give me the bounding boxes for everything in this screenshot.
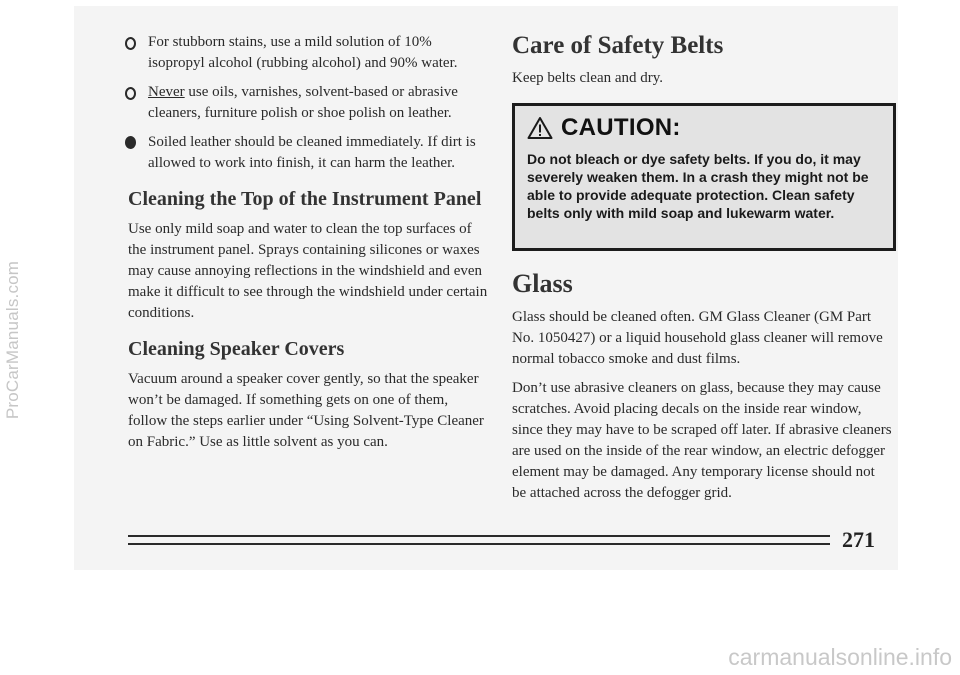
caution-text: Do not bleach or dye safety belts. If you do, it may severely weaken them. In a crash they might not be able to provide adequate protection. Clean safety belts only with mild soap and lukewarm water. bbox=[527, 151, 869, 221]
bullet-item bbox=[128, 132, 488, 174]
footer-rule bbox=[128, 535, 830, 547]
bullet-icon bbox=[125, 87, 136, 100]
bullet-text: Soiled leather should be cleaned immediately. If dirt is allowed to work into finish, it can harm the leather. bbox=[148, 134, 476, 171]
section-heading-safety-belts: Care of Safety Belts bbox=[512, 32, 724, 59]
caution-header bbox=[527, 114, 883, 142]
right-column bbox=[512, 32, 892, 512]
bullet-icon bbox=[125, 136, 136, 149]
section-heading-speaker-covers: Cleaning Speaker Covers bbox=[128, 338, 345, 360]
section-body-safety-belts: Keep belts clean and dry. bbox=[512, 70, 664, 86]
section-body-instrument-panel: Use only mild soap and water to clean the top surfaces of the instrument panel. Sprays containing silicones or waxes may cause annoying reflections in the windshield and even make it difficult to see through the windshield under certain conditions. bbox=[128, 221, 488, 321]
bottom-watermark: carmanualsonline.info bbox=[728, 644, 952, 670]
left-column bbox=[128, 32, 488, 461]
side-watermark bbox=[2, 70, 24, 610]
bullet-text: For stubborn stains, use a mild solution of 10% isopropyl alcohol (rubbing alcohol) and 90% water. bbox=[148, 34, 458, 71]
section-heading-glass: Glass bbox=[512, 269, 573, 298]
bullet-text-rest: use oils, varnishes, solvent-based or abrasive cleaners, furniture polish or shoe polish on leather. bbox=[148, 84, 458, 121]
footer-rule-top bbox=[128, 535, 830, 537]
page-number: 271 bbox=[842, 527, 875, 552]
section-body-glass-1: Glass should be cleaned often. GM Glass Cleaner (GM Part No. 1050427) or a liquid household glass cleaner will remove normal tobacco smoke and dust films. bbox=[512, 309, 883, 367]
side-watermark-text: ProCarManuals.com bbox=[3, 260, 22, 420]
bullet-item bbox=[128, 32, 488, 74]
bullet-item bbox=[128, 82, 488, 124]
section-body-speaker-covers: Vacuum around a speaker cover gently, so that the speaker won’t be damaged. If something gets on one of them, follow the steps earlier under “Using Solvent-Type Cleaner on Fabric.” Use as little solvent as you can. bbox=[128, 371, 484, 450]
warning-triangle-icon bbox=[527, 116, 553, 140]
bullet-icon bbox=[125, 37, 136, 50]
footer-rule-bottom bbox=[128, 543, 830, 545]
caution-box bbox=[512, 103, 896, 251]
bullet-text bbox=[148, 82, 488, 124]
caution-title: CAUTION: bbox=[561, 114, 681, 141]
section-body-glass-2: Don’t use abrasive cleaners on glass, because they may cause scratches. Avoid placing decals on the inside rear window, since they may have to be scraped off later. If abrasive cleaners are used on the inside of the rear window, an electric defogger element may be damaged. Any temporary license should not be attached across the defogger grid. bbox=[512, 380, 892, 501]
bullet-emphasis: Never bbox=[148, 84, 185, 100]
section-heading-instrument-panel: Cleaning the Top of the Instrument Panel bbox=[128, 188, 482, 210]
